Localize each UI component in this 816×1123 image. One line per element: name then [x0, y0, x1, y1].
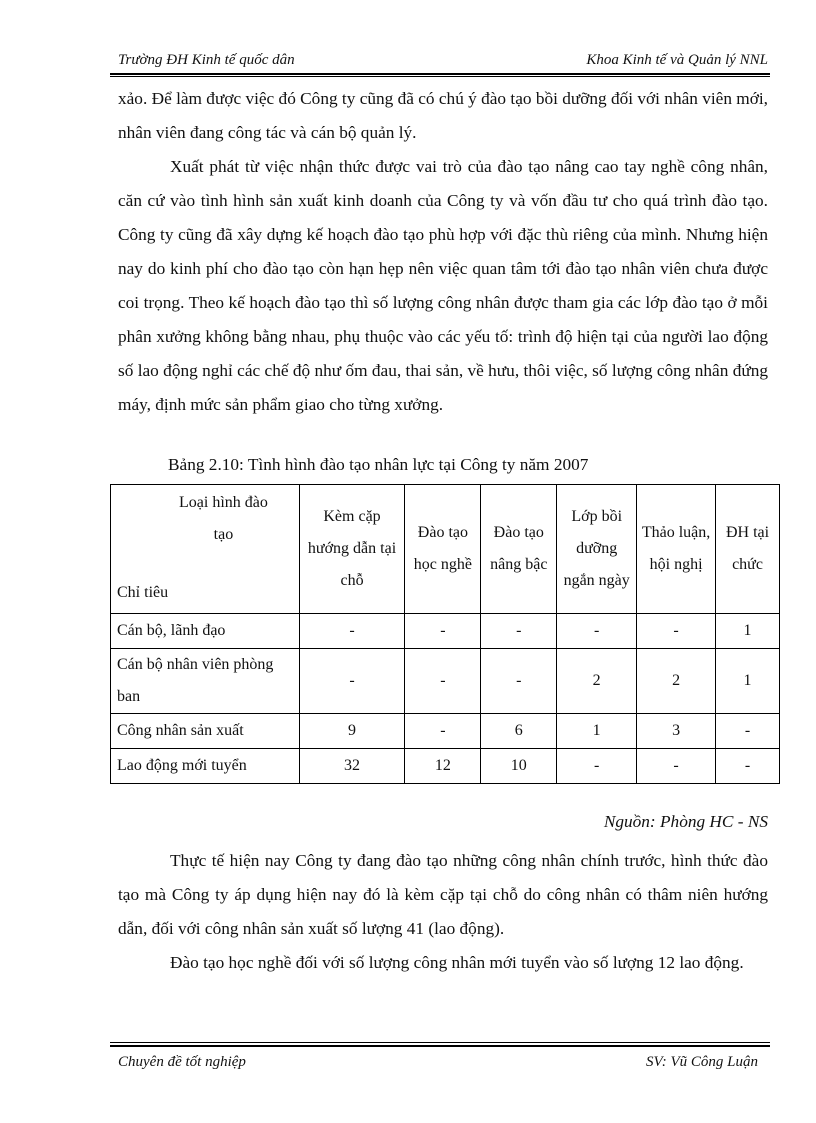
table-cell: 32: [299, 749, 405, 784]
paragraph-continued: xảo. Để làm được việc đó Công ty cũng đã có chú ý đào tạo bồi dưỡng đối với nhân viên mới, nhân viên đang công tác và cán bộ quản lý.: [118, 89, 768, 142]
row-label: Cán bộ, lãnh đạo: [111, 614, 300, 649]
corner-metric-label: Chỉ tiêu: [117, 584, 169, 601]
table-caption: Bảng 2.10: Tình hình đào tạo nhân lực tại Công ty năm 2007: [168, 455, 589, 474]
row-label: Lao động mới tuyển: [111, 749, 300, 784]
paragraph-training-plan: Xuất phát từ việc nhận thức được vai trò của đào tạo nâng cao tay nghề công nhân, căn cứ vào tình hình sản xuất kinh doanh của Công ty và vốn đầu tư cho quá trình đào tạo. Công ty cũng đã xây dựng kế hoạch đào tạo phù hợp với đặc thù riêng của mình. Nhưng hiện nay do kinh phí cho đào tạo còn hạn hẹp nên việc quan tâm tới đào tạo nhân viên chưa được coi trọng. Theo kế hoạch đào tạo thì số lượng công nhân được tham gia các lớp đào tạo ở mỗi phân xưởng không bằng nhau, phụ thuộc vào các yếu tố: trình độ hiện tại của người lao động số lao động nghỉ các chế độ như ốm đau, thai sản, về hưu, thôi việc, số lượng công nhân đứng máy, định mức sản phẩm giao cho từng xưởng.: [118, 157, 768, 414]
table-cell: -: [716, 714, 780, 749]
page-footer: [118, 1054, 758, 1071]
column-header: Lớp bồi dưỡng ngắn ngày: [557, 485, 637, 614]
corner-type-label: Loại hình đào tạo: [179, 494, 268, 543]
column-header: Đào tạo học nghề: [405, 485, 481, 614]
column-header: Kèm cặp hướng dẫn tại chỗ: [299, 485, 405, 614]
paragraph-block-top: [118, 82, 768, 422]
table-cell: 12: [405, 749, 481, 784]
table-cell: -: [299, 649, 405, 714]
column-header: Thảo luận, hội nghị: [637, 485, 716, 614]
table-cell: 6: [481, 714, 557, 749]
table-cell: 2: [557, 649, 637, 714]
table-cell: -: [405, 714, 481, 749]
table-cell: -: [716, 749, 780, 784]
header-school: Trường ĐH Kinh tế quốc dân: [118, 52, 295, 68]
row-label: Cán bộ nhân viên phòng ban: [111, 649, 300, 714]
table-cell: 10: [481, 749, 557, 784]
table-cell: -: [481, 649, 557, 714]
table-cell: -: [405, 649, 481, 714]
footer-rule-thin: [110, 1042, 770, 1043]
row-label: Công nhân sản xuất: [111, 714, 300, 749]
table-cell: -: [299, 614, 405, 649]
paragraph-vocational: Đào tạo học nghề đối với số lượng công nhân mới tuyển vào số lượng 12 lao động.: [170, 953, 744, 972]
footer-thesis: Chuyên đề tốt nghiệp: [118, 1054, 246, 1070]
training-table: [110, 484, 780, 784]
table-cell: -: [637, 749, 716, 784]
table-cell: 1: [716, 649, 780, 714]
table-cell: 1: [716, 614, 780, 649]
table-row: [111, 614, 780, 649]
table-cell: -: [405, 614, 481, 649]
table-header-row: [111, 485, 780, 614]
footer-student: SV: Vũ Công Luận: [646, 1054, 758, 1070]
footer-rule: [110, 1045, 770, 1047]
table-cell: -: [557, 749, 637, 784]
column-header: ĐH tại chức: [716, 485, 780, 614]
table-cell: -: [637, 614, 716, 649]
table-row: [111, 649, 780, 714]
table-source: Nguồn: Phòng HC - NS: [603, 812, 768, 831]
table-row: [111, 749, 780, 784]
table-cell: 2: [637, 649, 716, 714]
paragraph-current-training: Thực tế hiện nay Công ty đang đào tạo những công nhân chính trước, hình thức đào tạo mà Công ty áp dụng hiện nay đó là kèm cặp tại chỗ do công nhân có thâm niên hướng dẫn, đối với công nhân sản xuất số lượng 41 (lao động).: [118, 851, 768, 938]
table-cell: -: [557, 614, 637, 649]
paragraph-block-bottom: [118, 844, 768, 980]
table-cell: 1: [557, 714, 637, 749]
header-faculty: Khoa Kinh tế và Quản lý NNL: [586, 52, 768, 68]
table-corner-cell: [111, 485, 300, 614]
column-header: Đào tạo nâng bậc: [481, 485, 557, 614]
page-header: [110, 50, 768, 72]
table-cell: 9: [299, 714, 405, 749]
table-cell: -: [481, 614, 557, 649]
table-row: [111, 714, 780, 749]
table-cell: 3: [637, 714, 716, 749]
header-rule: [110, 73, 770, 75]
header-rule-thin: [110, 76, 770, 77]
